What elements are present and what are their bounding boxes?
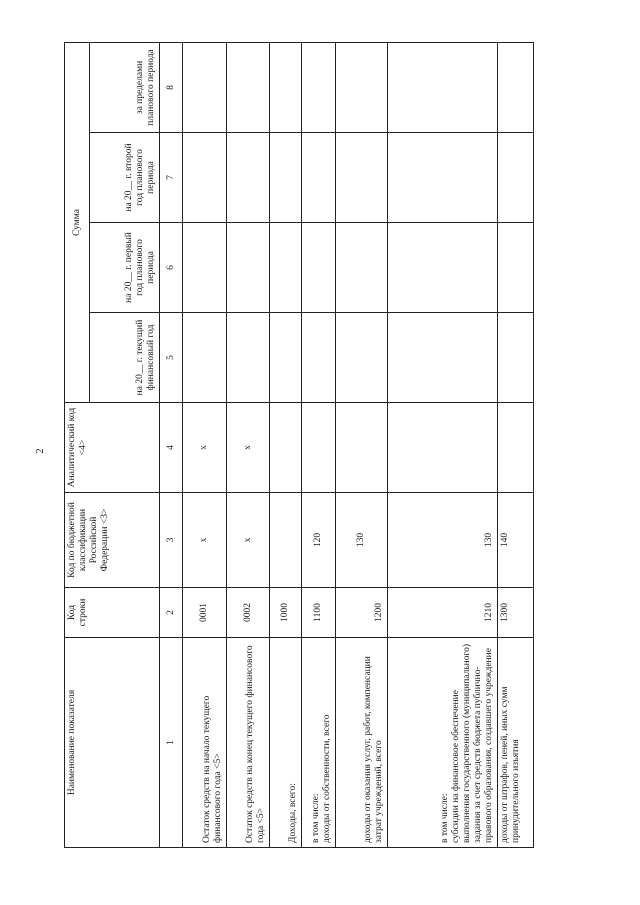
row-code: 0002 — [227, 588, 270, 638]
row-analytic-code — [336, 403, 388, 493]
header-sum-second: на 20__ г. второй год планового периода — [90, 133, 160, 223]
sum-cell — [388, 42, 498, 132]
sum-cell — [498, 313, 534, 403]
row-analytic-code — [270, 403, 302, 493]
col-num-6: 6 — [160, 223, 183, 313]
table-row — [270, 42, 302, 847]
header-budget-code: Код по бюджетной классификации Российской Федерации <3> — [65, 493, 160, 588]
row-budget-code: 130 — [388, 493, 498, 588]
sum-cell — [227, 42, 270, 132]
row-analytic-code — [388, 403, 498, 493]
row-code: 0001 — [183, 588, 227, 638]
sum-cell — [227, 313, 270, 403]
row-analytic-code — [302, 403, 336, 493]
table-row — [498, 42, 534, 847]
sum-cell — [270, 223, 302, 313]
header-sum-beyond: за пределами планового периода — [90, 42, 160, 132]
sum-cell — [270, 42, 302, 132]
sum-cell — [270, 133, 302, 223]
indicators-table — [64, 42, 534, 848]
table-row — [336, 42, 388, 847]
row-name: доходы от оказания услуг, работ, компенсации затрат учреждений, всего — [336, 638, 388, 848]
row-name: Доходы, всего: — [270, 638, 302, 848]
row-name: в том числе: субсидии на финансовое обеспечение выполнения государственного (муниципального) задания за счет средств бюджета публично-правового образования, создавшего учреждение — [388, 638, 498, 848]
row-budget-code: 120 — [302, 493, 336, 588]
col-num-3: 3 — [160, 493, 183, 588]
row-name: в том числе: доходы от собственности, всего — [302, 638, 336, 848]
sum-cell — [336, 313, 388, 403]
header-name: Наименование показателя — [65, 638, 160, 848]
col-num-1: 1 — [160, 638, 183, 848]
row-analytic-code: x — [227, 403, 270, 493]
sum-cell — [183, 42, 227, 132]
sum-cell — [183, 133, 227, 223]
header-row-code: Код строки — [65, 588, 160, 638]
sum-cell — [183, 313, 227, 403]
row-analytic-code: x — [183, 403, 227, 493]
table-row — [227, 42, 270, 847]
sum-cell — [302, 42, 336, 132]
col-num-4: 4 — [160, 403, 183, 493]
sum-cell — [270, 313, 302, 403]
sum-cell — [388, 313, 498, 403]
sum-cell — [336, 42, 388, 132]
sum-cell — [227, 133, 270, 223]
row-name: доходы от штрафов, пеней, иных сумм принудительного изъятия — [498, 638, 534, 848]
sum-cell — [227, 223, 270, 313]
sum-cell — [183, 223, 227, 313]
row-budget-code: x — [183, 493, 227, 588]
sum-cell — [388, 133, 498, 223]
sum-cell — [498, 223, 534, 313]
sum-cell — [388, 223, 498, 313]
row-budget-code — [270, 493, 302, 588]
col-num-2: 2 — [160, 588, 183, 638]
sum-cell — [498, 42, 534, 132]
column-numbers-row — [160, 42, 183, 847]
row-budget-code: 140 — [498, 493, 534, 588]
header-analytic-code: Аналитический код <4> — [65, 403, 160, 493]
row-analytic-code — [498, 403, 534, 493]
row-code: 1210 — [388, 588, 498, 638]
page-number: 2 — [35, 448, 46, 454]
row-budget-code: x — [227, 493, 270, 588]
row-code: 1000 — [270, 588, 302, 638]
header-sum: Сумма — [65, 42, 90, 402]
row-code: 1200 — [336, 588, 388, 638]
table-row — [388, 42, 498, 847]
rotated-table-container — [64, 43, 599, 848]
row-name: Остаток средств на конец текущего финансового года <5> — [227, 638, 270, 848]
sum-cell — [302, 313, 336, 403]
sum-cell — [336, 223, 388, 313]
sum-cell — [336, 133, 388, 223]
col-num-5: 5 — [160, 313, 183, 403]
header-sum-current: на 20__ г. текущий финансовый год — [90, 313, 160, 403]
sum-cell — [498, 133, 534, 223]
row-name: Остаток средств на начало текущего финансового года <5> — [183, 638, 227, 848]
header-sum-first: на 20__ г. первый год планового периода — [90, 223, 160, 313]
table-row — [302, 42, 336, 847]
row-code: 1300 — [498, 588, 534, 638]
sum-cell — [302, 133, 336, 223]
row-budget-code: 130 — [336, 493, 388, 588]
row-code: 1100 — [302, 588, 336, 638]
col-num-8: 8 — [160, 42, 183, 132]
header-row-1 — [65, 42, 90, 847]
sum-cell — [302, 223, 336, 313]
col-num-7: 7 — [160, 133, 183, 223]
table-row — [183, 42, 227, 847]
